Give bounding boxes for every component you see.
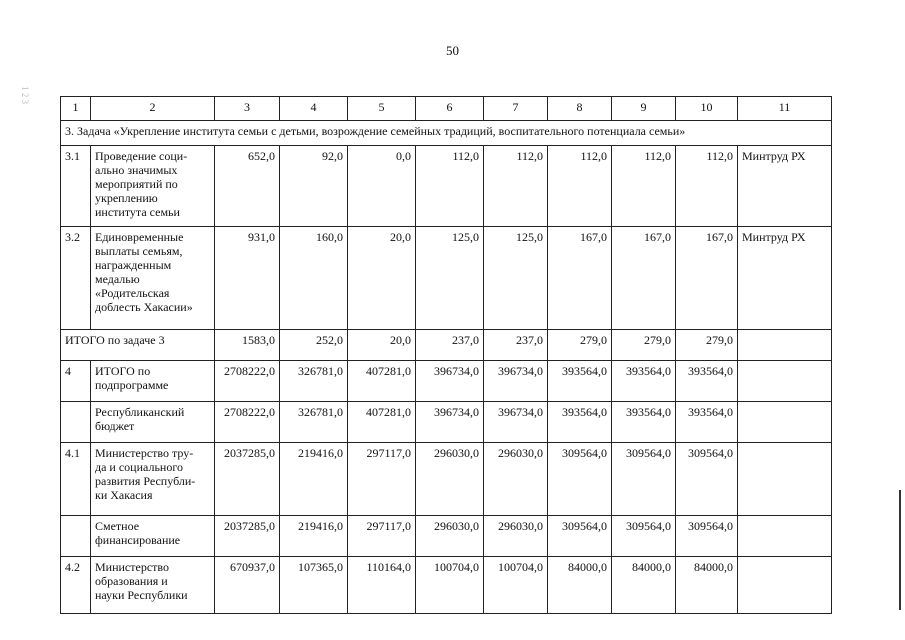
value-cell: 396734,0 bbox=[484, 361, 548, 402]
row-name: Министерство образования и науки Республики bbox=[91, 557, 215, 614]
value-cell: 107365,0 bbox=[280, 557, 348, 614]
value-cell: 279,0 bbox=[676, 330, 738, 361]
row-code: 4 bbox=[61, 361, 91, 402]
value-cell: 84000,0 bbox=[612, 557, 676, 614]
task-title: 3. Задача «Укрепление института семьи с детьми, возрождение семейных традиций, воспитательного потенциала семьи» bbox=[61, 121, 832, 146]
value-cell: 20,0 bbox=[348, 330, 416, 361]
value-cell: 279,0 bbox=[612, 330, 676, 361]
table-row bbox=[61, 402, 832, 443]
value-cell: 252,0 bbox=[280, 330, 348, 361]
table-row bbox=[61, 227, 832, 330]
value-cell: 309564,0 bbox=[548, 443, 612, 516]
value-cell: 396734,0 bbox=[416, 402, 484, 443]
value-cell: 309564,0 bbox=[612, 516, 676, 557]
value-cell: 296030,0 bbox=[416, 443, 484, 516]
value-cell: 20,0 bbox=[348, 227, 416, 330]
header-cell: 2 bbox=[91, 97, 215, 121]
value-cell: 279,0 bbox=[548, 330, 612, 361]
value-cell: 2037285,0 bbox=[215, 443, 280, 516]
value-cell: 112,0 bbox=[612, 146, 676, 227]
executor-cell bbox=[738, 330, 832, 361]
header-cell: 4 bbox=[280, 97, 348, 121]
executor-cell: Минтруд РХ bbox=[738, 227, 832, 330]
row-code bbox=[61, 516, 91, 557]
executor-cell bbox=[738, 557, 832, 614]
value-cell: 237,0 bbox=[484, 330, 548, 361]
value-cell: 297117,0 bbox=[348, 443, 416, 516]
value-cell: 112,0 bbox=[676, 146, 738, 227]
row-name: ИТОГО по подпрограмме bbox=[91, 361, 215, 402]
header-cell: 10 bbox=[676, 97, 738, 121]
executor-cell: Минтруд РХ bbox=[738, 146, 832, 227]
value-cell: 219416,0 bbox=[280, 516, 348, 557]
value-cell: 100704,0 bbox=[484, 557, 548, 614]
value-cell: 237,0 bbox=[416, 330, 484, 361]
value-cell: 297117,0 bbox=[348, 516, 416, 557]
header-cell: 3 bbox=[215, 97, 280, 121]
row-code: 4.2 bbox=[61, 557, 91, 614]
value-cell: 0,0 bbox=[348, 146, 416, 227]
value-cell: 92,0 bbox=[280, 146, 348, 227]
value-cell: 393564,0 bbox=[612, 402, 676, 443]
value-cell: 112,0 bbox=[416, 146, 484, 227]
value-cell: 326781,0 bbox=[280, 402, 348, 443]
value-cell: 112,0 bbox=[484, 146, 548, 227]
row-name: Сметное финансирование bbox=[91, 516, 215, 557]
header-cell: 6 bbox=[416, 97, 484, 121]
value-cell: 393564,0 bbox=[612, 361, 676, 402]
page-number: 50 bbox=[446, 43, 459, 58]
task-row bbox=[61, 121, 832, 146]
row-code: 3.2 bbox=[61, 227, 91, 330]
value-cell: 167,0 bbox=[612, 227, 676, 330]
value-cell: 309564,0 bbox=[612, 443, 676, 516]
value-cell: 309564,0 bbox=[676, 516, 738, 557]
value-cell: 2037285,0 bbox=[215, 516, 280, 557]
header-cell: 7 bbox=[484, 97, 548, 121]
executor-cell bbox=[738, 516, 832, 557]
value-cell: 396734,0 bbox=[484, 402, 548, 443]
value-cell: 84000,0 bbox=[676, 557, 738, 614]
executor-cell bbox=[738, 443, 832, 516]
table-row bbox=[61, 146, 832, 227]
value-cell: 393564,0 bbox=[548, 402, 612, 443]
table-row bbox=[61, 361, 832, 402]
table-row bbox=[61, 443, 832, 516]
value-cell: 1583,0 bbox=[215, 330, 280, 361]
value-cell: 125,0 bbox=[484, 227, 548, 330]
value-cell: 167,0 bbox=[676, 227, 738, 330]
scan-edge-mark bbox=[899, 490, 901, 610]
executor-cell bbox=[738, 361, 832, 402]
value-cell: 396734,0 bbox=[416, 361, 484, 402]
row-name: Проведение соци- ально значимых мероприятий по укреплению института семьи bbox=[91, 146, 215, 227]
header-row bbox=[61, 97, 832, 121]
value-cell: 407281,0 bbox=[348, 402, 416, 443]
value-cell: 670937,0 bbox=[215, 557, 280, 614]
row-name: Республиканский бюджет bbox=[91, 402, 215, 443]
value-cell: 167,0 bbox=[548, 227, 612, 330]
value-cell: 407281,0 bbox=[348, 361, 416, 402]
header-cell: 1 bbox=[61, 97, 91, 121]
row-code: 4.1 bbox=[61, 443, 91, 516]
value-cell: 112,0 bbox=[548, 146, 612, 227]
total-label: ИТОГО по задаче 3 bbox=[61, 330, 215, 361]
value-cell: 931,0 bbox=[215, 227, 280, 330]
value-cell: 326781,0 bbox=[280, 361, 348, 402]
row-code: 3.1 bbox=[61, 146, 91, 227]
row-code bbox=[61, 402, 91, 443]
value-cell: 296030,0 bbox=[484, 443, 548, 516]
value-cell: 110164,0 bbox=[348, 557, 416, 614]
value-cell: 296030,0 bbox=[416, 516, 484, 557]
value-cell: 84000,0 bbox=[548, 557, 612, 614]
value-cell: 309564,0 bbox=[676, 443, 738, 516]
margin-mark: 1 2 3 bbox=[20, 86, 30, 104]
table-row bbox=[61, 516, 832, 557]
header-cell: 5 bbox=[348, 97, 416, 121]
row-name: Единовременные выплаты семьям, награжденным медалью «Родительская доблесть Хакасии» bbox=[91, 227, 215, 330]
header-cell: 9 bbox=[612, 97, 676, 121]
value-cell: 393564,0 bbox=[676, 402, 738, 443]
value-cell: 2708222,0 bbox=[215, 402, 280, 443]
value-cell: 652,0 bbox=[215, 146, 280, 227]
row-name: Министерство тру- да и социального развития Республи- ки Хакасия bbox=[91, 443, 215, 516]
budget-table bbox=[60, 96, 832, 614]
header-cell: 11 bbox=[738, 97, 832, 121]
value-cell: 219416,0 bbox=[280, 443, 348, 516]
value-cell: 296030,0 bbox=[484, 516, 548, 557]
value-cell: 125,0 bbox=[416, 227, 484, 330]
table-row bbox=[61, 330, 832, 361]
value-cell: 2708222,0 bbox=[215, 361, 280, 402]
value-cell: 309564,0 bbox=[548, 516, 612, 557]
value-cell: 100704,0 bbox=[416, 557, 484, 614]
executor-cell bbox=[738, 402, 832, 443]
table-row bbox=[61, 557, 832, 614]
value-cell: 393564,0 bbox=[676, 361, 738, 402]
value-cell: 393564,0 bbox=[548, 361, 612, 402]
value-cell: 160,0 bbox=[280, 227, 348, 330]
header-cell: 8 bbox=[548, 97, 612, 121]
